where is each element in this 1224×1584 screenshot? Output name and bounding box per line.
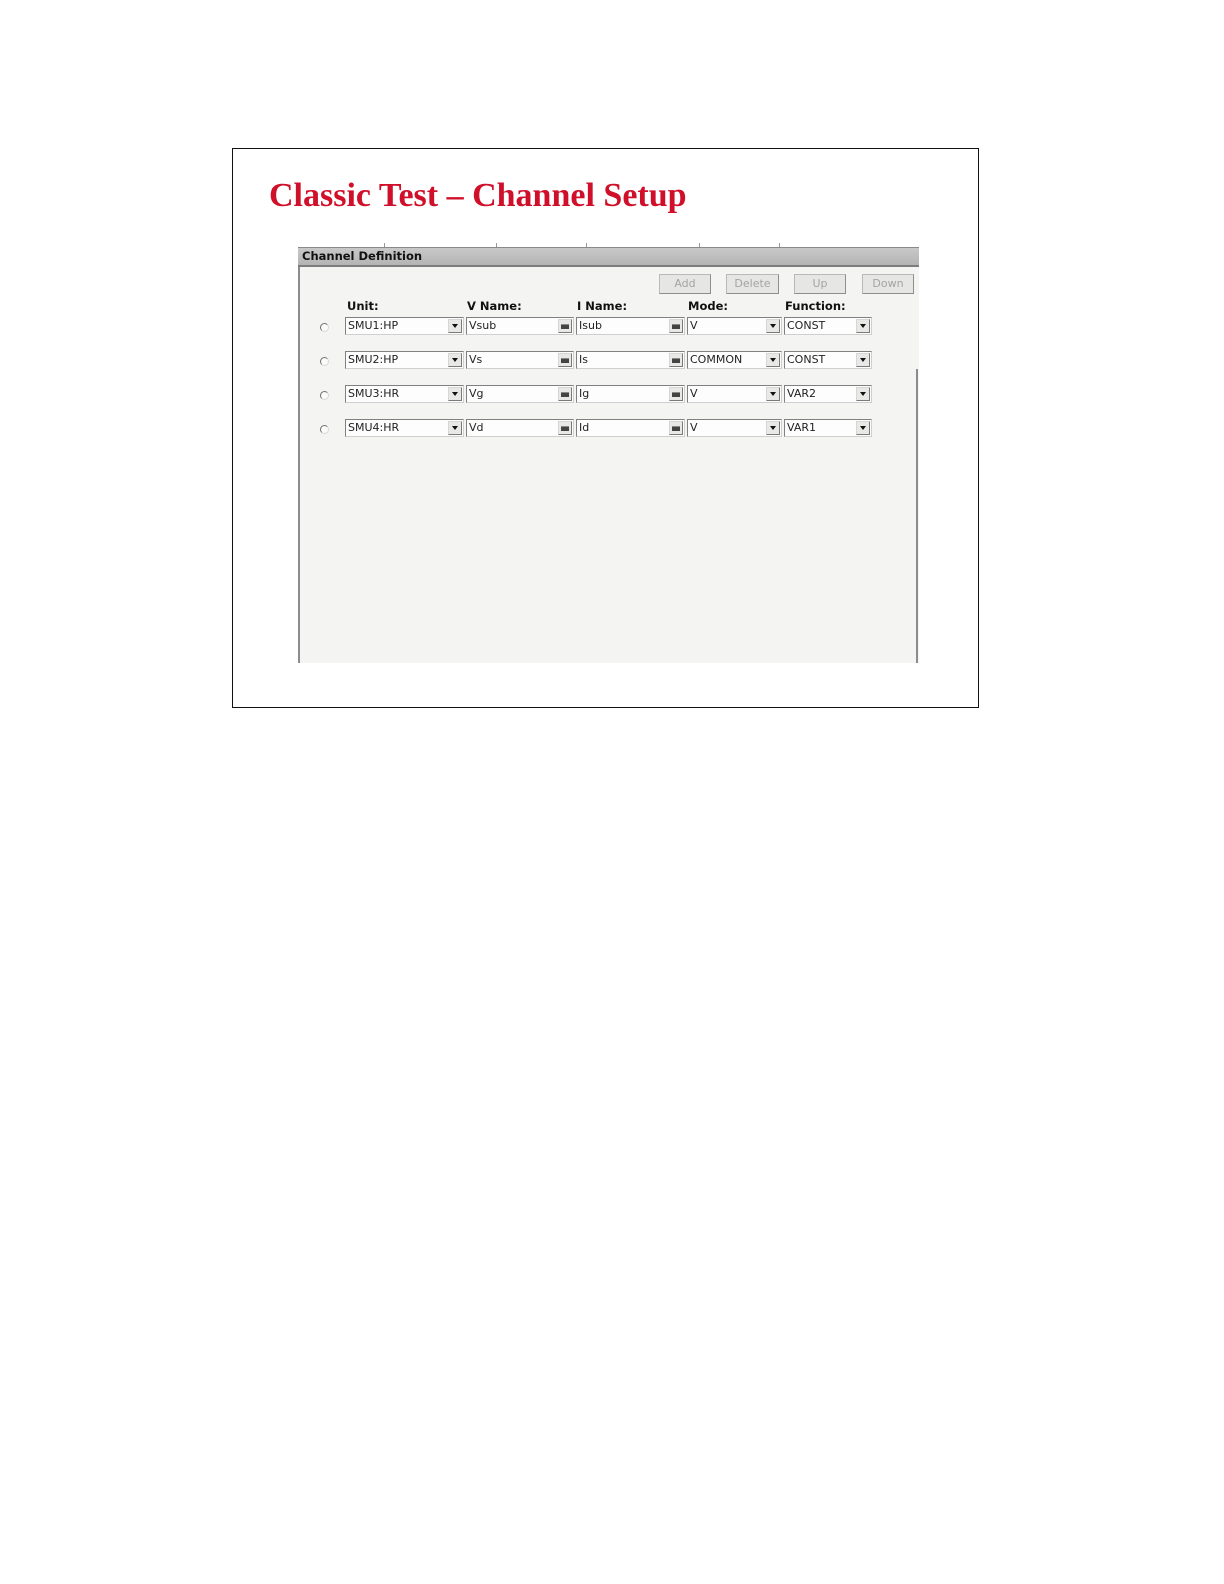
chevron-down-icon[interactable] — [766, 421, 780, 435]
chevron-down-icon[interactable] — [856, 421, 870, 435]
keyboard-icon[interactable] — [558, 319, 572, 333]
unit-value: SMU2:HP — [348, 353, 399, 366]
chevron-down-icon[interactable] — [448, 319, 462, 333]
mode-select[interactable] — [687, 317, 782, 335]
chevron-down-icon[interactable] — [766, 353, 780, 367]
chevron-down-icon[interactable] — [856, 319, 870, 333]
keyboard-icon[interactable] — [558, 421, 572, 435]
iname-value: Is — [579, 353, 588, 366]
unit-value: SMU1:HP — [348, 319, 399, 332]
function-select[interactable] — [784, 317, 872, 335]
down-button[interactable]: Down — [862, 274, 914, 294]
iname-input[interactable] — [576, 317, 685, 335]
unit-select[interactable] — [345, 385, 464, 403]
unit-value: SMU4:HR — [348, 421, 400, 434]
function-value: CONST — [787, 319, 826, 332]
function-select[interactable] — [784, 419, 872, 437]
mode-value: COMMON — [690, 353, 743, 366]
delete-button[interactable]: Delete — [726, 274, 779, 294]
keyboard-icon[interactable] — [558, 353, 572, 367]
panel-right-border — [916, 369, 918, 663]
vname-value: Vs — [469, 353, 483, 366]
iname-value: Isub — [579, 319, 602, 332]
channel-definition-panel — [298, 243, 919, 663]
unit-value: SMU3:HR — [348, 387, 400, 400]
keyboard-icon[interactable] — [669, 353, 683, 367]
mode-value: V — [690, 421, 698, 434]
channel-row-radio[interactable] — [320, 357, 329, 366]
mode-value: V — [690, 387, 698, 400]
keyboard-icon[interactable] — [669, 421, 683, 435]
iname-input[interactable] — [576, 385, 685, 403]
panel-left-border — [298, 267, 300, 663]
slide-frame — [232, 148, 979, 708]
mode-select[interactable] — [687, 385, 782, 403]
unit-select[interactable] — [345, 419, 464, 437]
iname-column-header: I Name: — [577, 299, 628, 313]
channel-row-radio[interactable] — [320, 391, 329, 400]
vname-value: Vg — [469, 387, 484, 400]
keyboard-icon[interactable] — [558, 387, 572, 401]
function-value: VAR1 — [787, 421, 816, 434]
add-button[interactable]: Add — [659, 274, 711, 294]
channel-row-radio[interactable] — [320, 425, 329, 434]
unit-column-header: Unit: — [347, 299, 379, 313]
mode-value: V — [690, 319, 698, 332]
function-column-header: Function: — [785, 299, 846, 313]
chevron-down-icon[interactable] — [856, 353, 870, 367]
chevron-down-icon[interactable] — [766, 319, 780, 333]
chevron-down-icon[interactable] — [856, 387, 870, 401]
function-select[interactable] — [784, 385, 872, 403]
vname-value: Vsub — [469, 319, 497, 332]
vname-input[interactable] — [466, 385, 574, 403]
chevron-down-icon[interactable] — [448, 421, 462, 435]
panel-header: Channel Definition — [298, 247, 919, 267]
iname-value: Id — [579, 421, 590, 434]
function-value: VAR2 — [787, 387, 816, 400]
iname-value: Ig — [579, 387, 590, 400]
function-value: CONST — [787, 353, 826, 366]
slide-title: Classic Test – Channel Setup — [269, 177, 687, 214]
channel-row-radio[interactable] — [320, 323, 329, 332]
mode-select[interactable] — [687, 351, 782, 369]
unit-select[interactable] — [345, 351, 464, 369]
iname-input[interactable] — [576, 419, 685, 437]
iname-input[interactable] — [576, 351, 685, 369]
vname-input[interactable] — [466, 419, 574, 437]
function-select[interactable] — [784, 351, 872, 369]
chevron-down-icon[interactable] — [448, 353, 462, 367]
vname-value: Vd — [469, 421, 484, 434]
vname-input[interactable] — [466, 351, 574, 369]
vname-column-header: V Name: — [467, 299, 522, 313]
keyboard-icon[interactable] — [669, 387, 683, 401]
up-button[interactable]: Up — [794, 274, 846, 294]
vname-input[interactable] — [466, 317, 574, 335]
keyboard-icon[interactable] — [669, 319, 683, 333]
chevron-down-icon[interactable] — [766, 387, 780, 401]
mode-select[interactable] — [687, 419, 782, 437]
chevron-down-icon[interactable] — [448, 387, 462, 401]
mode-column-header: Mode: — [688, 299, 728, 313]
unit-select[interactable] — [345, 317, 464, 335]
